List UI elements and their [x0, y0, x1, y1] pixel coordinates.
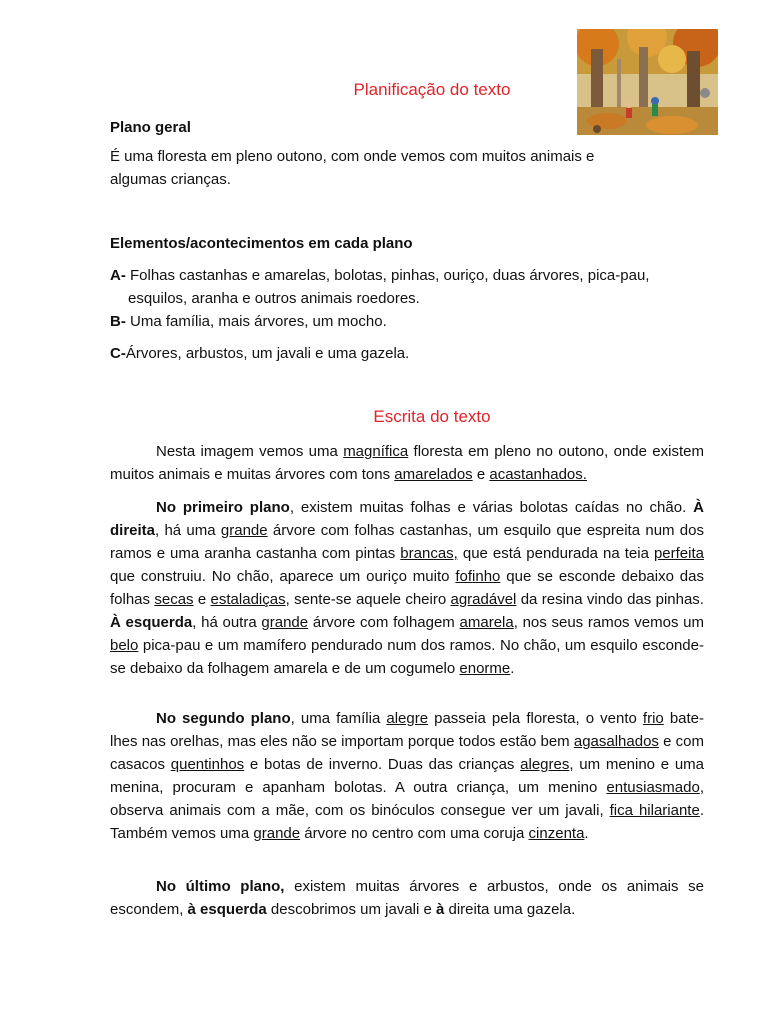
- text-run: árvore com folhagem: [308, 614, 460, 631]
- underlined-adjective: secas: [154, 591, 194, 608]
- text-run: direita uma gazela.: [444, 901, 576, 918]
- text-run: , uma família: [290, 710, 387, 727]
- text-run: , nos seus ramos vemos um: [513, 614, 704, 631]
- underlined-adjective: grande: [220, 522, 268, 539]
- list-text: Uma família, mais árvores, um mocho.: [125, 313, 387, 330]
- underlined-adjective: grande: [253, 825, 301, 842]
- plano-geral-heading: Plano geral: [110, 119, 191, 136]
- underlined-adjective: quentinhos: [170, 756, 245, 773]
- text-run: .: [510, 660, 515, 677]
- underlined-adjective: enorme: [459, 660, 511, 677]
- text-run: , há outra: [192, 614, 262, 631]
- list-key: C-: [110, 345, 126, 362]
- text-run: pica-pau e um mamífero pendurado num dos ramos. No chão, um esquilo esconde-se debaixo da folhagem amarela e de um cogumelo: [110, 637, 704, 677]
- text-run: passeia pela floresta, o vento: [428, 710, 643, 727]
- text-run: , sente-se aquele cheiro: [285, 591, 451, 608]
- text-run: que construiu. No chão, aparece um ouriço muito: [110, 568, 456, 585]
- underlined-adjective: frio: [642, 710, 664, 727]
- underlined-adjective: alegres: [520, 756, 570, 773]
- underlined-adjective: acastanhados.: [489, 466, 587, 483]
- text-run: , há uma: [155, 522, 221, 539]
- underlined-adjective: estaladiças: [210, 591, 286, 608]
- plano-geral-text: [110, 145, 704, 191]
- text-run: , existem muitas folhas e várias bolotas caídas no chão.: [289, 499, 694, 516]
- underlined-adjective: amarelados: [394, 466, 473, 483]
- text-run: árvore no centro com uma coruja: [300, 825, 529, 842]
- list-key: B-: [110, 313, 126, 330]
- escrita-paragraph-2: [110, 496, 704, 680]
- underlined-adjective: entusiasmado: [606, 779, 700, 796]
- underlined-adjective: belo: [110, 637, 139, 654]
- bold-phrase: No primeiro plano: [156, 499, 290, 516]
- text-run: árvore com folhas castanhas, um esquilo que espreita num dos ramos e uma aranha castanha com pintas: [110, 522, 704, 562]
- underlined-adjective: brancas,: [400, 545, 458, 562]
- underlined-adjective: agradável: [450, 591, 517, 608]
- text-run: , observa animais com a mãe, com os binóculos consegue ver um javali,: [110, 779, 704, 819]
- bold-phrase: à: [436, 901, 445, 918]
- underlined-adjective: alegre: [386, 710, 429, 727]
- text-run: bate-lhes nas orelhas, mas eles não se importam porque todos estão bem: [110, 710, 705, 750]
- escrita-paragraph-4: [110, 875, 704, 921]
- bold-phrase: No segundo plano: [156, 710, 291, 727]
- elementos-heading: Elementos/acontecimentos em cada plano: [110, 235, 413, 252]
- text-run: e botas de inverno. Duas das crianças: [244, 756, 521, 773]
- list-item-c: [110, 342, 704, 365]
- escrita-paragraph-3: [110, 707, 704, 845]
- bold-phrase: À direita: [110, 499, 704, 539]
- text-run: , um menino e uma menina, procuram e apanham bolotas. A outra criança, um menino: [110, 756, 704, 796]
- list-item-b: [110, 310, 704, 333]
- underlined-adjective: amarela: [459, 614, 514, 631]
- text-run: .: [584, 825, 589, 842]
- text-run: . Também vemos uma: [110, 802, 704, 842]
- underlined-adjective: fofinho: [455, 568, 501, 585]
- bold-phrase: à esquerda: [187, 901, 267, 918]
- page-title: Planificação do texto: [353, 80, 511, 99]
- bold-phrase: No último plano,: [156, 878, 285, 895]
- plano-geral-line-1: É uma floresta em pleno outono, com onde vemos com muitos animais e: [110, 148, 595, 165]
- list-key: A-: [110, 267, 126, 284]
- text-run: Nesta imagem vemos uma: [156, 443, 344, 460]
- underlined-adjective: cinzenta: [528, 825, 585, 842]
- bold-phrase: À esquerda: [110, 614, 193, 631]
- text-run: e: [193, 591, 211, 608]
- text-run: da resina vindo das pinhas.: [516, 591, 704, 608]
- underlined-adjective: perfeita: [653, 545, 704, 562]
- text-run: que se esconde debaixo das folhas: [110, 568, 704, 608]
- section-title-escrita: Escrita do texto: [373, 407, 491, 426]
- text-run: que está pendurada na teia: [457, 545, 654, 562]
- plano-geral-line-2: algumas crianças.: [110, 171, 231, 188]
- list-text: Folhas castanhas e amarelas, bolotas, pinhas, ouriço, duas árvores, pica-pau,: [125, 267, 650, 284]
- underlined-adjective: grande: [261, 614, 309, 631]
- underlined-adjective: fica hilariante: [609, 802, 700, 819]
- list-item-a-continuation: esquilos, aranha e outros animais roedores.: [128, 290, 420, 307]
- text-run: existem muitas árvores e arbustos, onde os animais se escondem,: [110, 878, 704, 918]
- list-text: Árvores, arbustos, um javali e uma gazela.: [125, 345, 410, 362]
- text-run: e com casacos: [110, 733, 704, 773]
- list-item-a: [110, 264, 704, 287]
- text-run: floresta em pleno no outono, onde existem muitos animais e muitas árvores com tons: [110, 443, 704, 483]
- text-run: e: [472, 466, 490, 483]
- underlined-adjective: magnífica: [343, 443, 409, 460]
- underlined-adjective: agasalhados: [573, 733, 659, 750]
- text-run: descobrimos um javali e: [266, 901, 436, 918]
- escrita-paragraph-1: [110, 440, 704, 486]
